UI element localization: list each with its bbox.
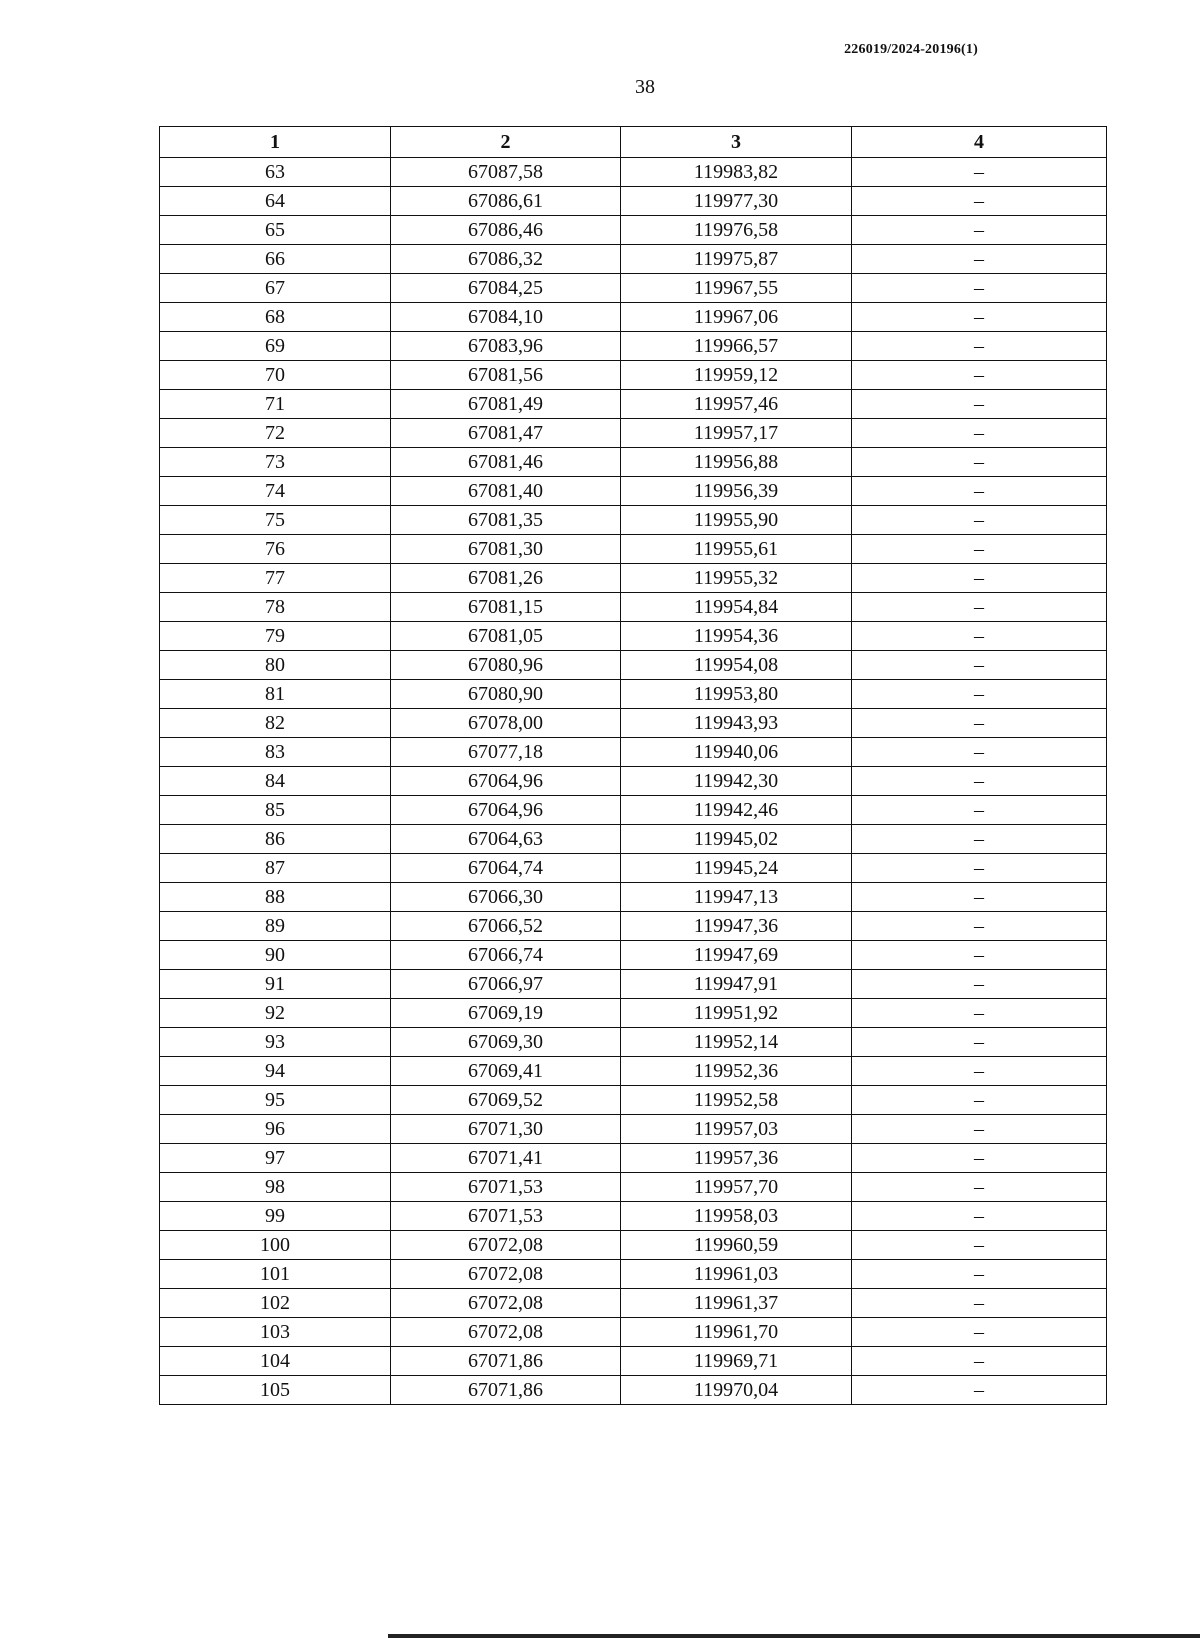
- y-coordinate-cell: 119970,04: [621, 1376, 852, 1405]
- table-row: [160, 970, 1107, 999]
- note-cell: –: [852, 1347, 1107, 1376]
- note-cell: –: [852, 216, 1107, 245]
- table-row: [160, 274, 1107, 303]
- y-coordinate-cell: 119969,71: [621, 1347, 852, 1376]
- y-coordinate-cell: 119952,58: [621, 1086, 852, 1115]
- point-number-cell: 68: [160, 303, 391, 332]
- table-row: [160, 216, 1107, 245]
- x-coordinate-cell: 67077,18: [391, 738, 621, 767]
- note-cell: –: [852, 854, 1107, 883]
- x-coordinate-cell: 67081,30: [391, 535, 621, 564]
- table-row: [160, 564, 1107, 593]
- note-cell: –: [852, 506, 1107, 535]
- note-cell: –: [852, 1202, 1107, 1231]
- note-cell: –: [852, 303, 1107, 332]
- table-row: [160, 912, 1107, 941]
- point-number-cell: 79: [160, 622, 391, 651]
- y-coordinate-cell: 119947,13: [621, 883, 852, 912]
- note-cell: –: [852, 477, 1107, 506]
- table-row: [160, 1202, 1107, 1231]
- x-coordinate-cell: 67084,10: [391, 303, 621, 332]
- note-cell: –: [852, 680, 1107, 709]
- table-row: [160, 506, 1107, 535]
- table-row: [160, 709, 1107, 738]
- point-number-cell: 75: [160, 506, 391, 535]
- point-number-cell: 67: [160, 274, 391, 303]
- table-row: [160, 1028, 1107, 1057]
- table-row: [160, 622, 1107, 651]
- point-number-cell: 86: [160, 825, 391, 854]
- note-cell: –: [852, 390, 1107, 419]
- note-cell: –: [852, 1376, 1107, 1405]
- y-coordinate-cell: 119957,03: [621, 1115, 852, 1144]
- point-number-cell: 103: [160, 1318, 391, 1347]
- coordinates-table: [159, 126, 1107, 1405]
- note-cell: –: [852, 738, 1107, 767]
- x-coordinate-cell: 67084,25: [391, 274, 621, 303]
- y-coordinate-cell: 119947,36: [621, 912, 852, 941]
- note-cell: –: [852, 912, 1107, 941]
- y-coordinate-cell: 119961,37: [621, 1289, 852, 1318]
- x-coordinate-cell: 67071,30: [391, 1115, 621, 1144]
- document-id: 226019/2024-20196(1): [844, 42, 978, 57]
- table-row: [160, 1086, 1107, 1115]
- point-number-cell: 98: [160, 1173, 391, 1202]
- note-cell: –: [852, 651, 1107, 680]
- y-coordinate-cell: 119947,69: [621, 941, 852, 970]
- column-header-3: 3: [621, 127, 852, 158]
- point-number-cell: 73: [160, 448, 391, 477]
- x-coordinate-cell: 67081,49: [391, 390, 621, 419]
- x-coordinate-cell: 67069,52: [391, 1086, 621, 1115]
- y-coordinate-cell: 119952,36: [621, 1057, 852, 1086]
- table-row: [160, 883, 1107, 912]
- column-header-2: 2: [391, 127, 621, 158]
- y-coordinate-cell: 119951,92: [621, 999, 852, 1028]
- y-coordinate-cell: 119956,88: [621, 448, 852, 477]
- point-number-cell: 102: [160, 1289, 391, 1318]
- table-row: [160, 1318, 1107, 1347]
- x-coordinate-cell: 67066,52: [391, 912, 621, 941]
- table-row: [160, 419, 1107, 448]
- point-number-cell: 92: [160, 999, 391, 1028]
- point-number-cell: 65: [160, 216, 391, 245]
- x-coordinate-cell: 67081,35: [391, 506, 621, 535]
- table-row: [160, 390, 1107, 419]
- y-coordinate-cell: 119967,55: [621, 274, 852, 303]
- table-row: [160, 303, 1107, 332]
- note-cell: –: [852, 941, 1107, 970]
- point-number-cell: 69: [160, 332, 391, 361]
- y-coordinate-cell: 119957,36: [621, 1144, 852, 1173]
- table-row: [160, 477, 1107, 506]
- x-coordinate-cell: 67066,30: [391, 883, 621, 912]
- point-number-cell: 91: [160, 970, 391, 999]
- note-cell: –: [852, 1173, 1107, 1202]
- x-coordinate-cell: 67081,47: [391, 419, 621, 448]
- x-coordinate-cell: 67081,26: [391, 564, 621, 593]
- table-row: [160, 1289, 1107, 1318]
- x-coordinate-cell: 67064,96: [391, 767, 621, 796]
- table-row: [160, 825, 1107, 854]
- x-coordinate-cell: 67072,08: [391, 1289, 621, 1318]
- table-row: [160, 361, 1107, 390]
- note-cell: –: [852, 1289, 1107, 1318]
- x-coordinate-cell: 67083,96: [391, 332, 621, 361]
- point-number-cell: 96: [160, 1115, 391, 1144]
- y-coordinate-cell: 119952,14: [621, 1028, 852, 1057]
- note-cell: –: [852, 274, 1107, 303]
- table-header: [160, 127, 1107, 158]
- y-coordinate-cell: 119955,61: [621, 535, 852, 564]
- point-number-cell: 82: [160, 709, 391, 738]
- x-coordinate-cell: 67086,46: [391, 216, 621, 245]
- table-body: [160, 158, 1107, 1405]
- note-cell: –: [852, 883, 1107, 912]
- y-coordinate-cell: 119953,80: [621, 680, 852, 709]
- y-coordinate-cell: 119958,03: [621, 1202, 852, 1231]
- table-row: [160, 1376, 1107, 1405]
- x-coordinate-cell: 67081,40: [391, 477, 621, 506]
- y-coordinate-cell: 119942,30: [621, 767, 852, 796]
- point-number-cell: 84: [160, 767, 391, 796]
- point-number-cell: 93: [160, 1028, 391, 1057]
- point-number-cell: 87: [160, 854, 391, 883]
- y-coordinate-cell: 119983,82: [621, 158, 852, 187]
- y-coordinate-cell: 119957,17: [621, 419, 852, 448]
- table-row: [160, 448, 1107, 477]
- point-number-cell: 85: [160, 796, 391, 825]
- x-coordinate-cell: 67081,56: [391, 361, 621, 390]
- y-coordinate-cell: 119942,46: [621, 796, 852, 825]
- y-coordinate-cell: 119977,30: [621, 187, 852, 216]
- x-coordinate-cell: 67069,41: [391, 1057, 621, 1086]
- x-coordinate-cell: 67071,86: [391, 1376, 621, 1405]
- note-cell: –: [852, 970, 1107, 999]
- note-cell: –: [852, 1144, 1107, 1173]
- y-coordinate-cell: 119967,06: [621, 303, 852, 332]
- column-header-1: 1: [160, 127, 391, 158]
- note-cell: –: [852, 245, 1107, 274]
- x-coordinate-cell: 67071,86: [391, 1347, 621, 1376]
- point-number-cell: 71: [160, 390, 391, 419]
- x-coordinate-cell: 67066,74: [391, 941, 621, 970]
- x-coordinate-cell: 67086,32: [391, 245, 621, 274]
- note-cell: –: [852, 1318, 1107, 1347]
- note-cell: –: [852, 796, 1107, 825]
- note-cell: –: [852, 1115, 1107, 1144]
- table-row: [160, 796, 1107, 825]
- note-cell: –: [852, 1086, 1107, 1115]
- point-number-cell: 70: [160, 361, 391, 390]
- y-coordinate-cell: 119955,90: [621, 506, 852, 535]
- x-coordinate-cell: 67069,30: [391, 1028, 621, 1057]
- point-number-cell: 76: [160, 535, 391, 564]
- table-row: [160, 1144, 1107, 1173]
- point-number-cell: 105: [160, 1376, 391, 1405]
- table-row: [160, 187, 1107, 216]
- y-coordinate-cell: 119954,84: [621, 593, 852, 622]
- note-cell: –: [852, 419, 1107, 448]
- note-cell: –: [852, 1028, 1107, 1057]
- note-cell: –: [852, 1057, 1107, 1086]
- header-row: [160, 127, 1107, 158]
- point-number-cell: 81: [160, 680, 391, 709]
- x-coordinate-cell: 67072,08: [391, 1231, 621, 1260]
- y-coordinate-cell: 119959,12: [621, 361, 852, 390]
- y-coordinate-cell: 119957,70: [621, 1173, 852, 1202]
- note-cell: –: [852, 1260, 1107, 1289]
- y-coordinate-cell: 119954,08: [621, 651, 852, 680]
- note-cell: –: [852, 158, 1107, 187]
- table-row: [160, 1347, 1107, 1376]
- note-cell: –: [852, 709, 1107, 738]
- y-coordinate-cell: 119960,59: [621, 1231, 852, 1260]
- table-row: [160, 332, 1107, 361]
- table-row: [160, 1231, 1107, 1260]
- x-coordinate-cell: 67080,90: [391, 680, 621, 709]
- note-cell: –: [852, 332, 1107, 361]
- x-coordinate-cell: 67086,61: [391, 187, 621, 216]
- x-coordinate-cell: 67071,41: [391, 1144, 621, 1173]
- y-coordinate-cell: 119976,58: [621, 216, 852, 245]
- note-cell: –: [852, 767, 1107, 796]
- table-row: [160, 1173, 1107, 1202]
- point-number-cell: 97: [160, 1144, 391, 1173]
- x-coordinate-cell: 67064,96: [391, 796, 621, 825]
- note-cell: –: [852, 187, 1107, 216]
- table-row: [160, 1115, 1107, 1144]
- y-coordinate-cell: 119956,39: [621, 477, 852, 506]
- table-row: [160, 767, 1107, 796]
- note-cell: –: [852, 593, 1107, 622]
- table-row: [160, 999, 1107, 1028]
- note-cell: –: [852, 622, 1107, 651]
- point-number-cell: 95: [160, 1086, 391, 1115]
- y-coordinate-cell: 119957,46: [621, 390, 852, 419]
- page-number: 38: [635, 76, 655, 98]
- point-number-cell: 88: [160, 883, 391, 912]
- y-coordinate-cell: 119955,32: [621, 564, 852, 593]
- y-coordinate-cell: 119943,93: [621, 709, 852, 738]
- y-coordinate-cell: 119940,06: [621, 738, 852, 767]
- table-row: [160, 941, 1107, 970]
- table-row: [160, 738, 1107, 767]
- point-number-cell: 63: [160, 158, 391, 187]
- y-coordinate-cell: 119966,57: [621, 332, 852, 361]
- table-row: [160, 245, 1107, 274]
- note-cell: –: [852, 535, 1107, 564]
- point-number-cell: 89: [160, 912, 391, 941]
- y-coordinate-cell: 119945,02: [621, 825, 852, 854]
- point-number-cell: 64: [160, 187, 391, 216]
- point-number-cell: 90: [160, 941, 391, 970]
- y-coordinate-cell: 119947,91: [621, 970, 852, 999]
- note-cell: –: [852, 999, 1107, 1028]
- point-number-cell: 104: [160, 1347, 391, 1376]
- table-row: [160, 158, 1107, 187]
- x-coordinate-cell: 67080,96: [391, 651, 621, 680]
- point-number-cell: 83: [160, 738, 391, 767]
- note-cell: –: [852, 448, 1107, 477]
- point-number-cell: 66: [160, 245, 391, 274]
- x-coordinate-cell: 67078,00: [391, 709, 621, 738]
- x-coordinate-cell: 67064,63: [391, 825, 621, 854]
- table-row: [160, 1057, 1107, 1086]
- point-number-cell: 94: [160, 1057, 391, 1086]
- point-number-cell: 72: [160, 419, 391, 448]
- note-cell: –: [852, 1231, 1107, 1260]
- point-number-cell: 80: [160, 651, 391, 680]
- table-row: [160, 680, 1107, 709]
- point-number-cell: 99: [160, 1202, 391, 1231]
- y-coordinate-cell: 119961,70: [621, 1318, 852, 1347]
- x-coordinate-cell: 67066,97: [391, 970, 621, 999]
- y-coordinate-cell: 119975,87: [621, 245, 852, 274]
- note-cell: –: [852, 825, 1107, 854]
- point-number-cell: 78: [160, 593, 391, 622]
- bottom-edge-rule: [388, 1634, 1200, 1638]
- x-coordinate-cell: 67087,58: [391, 158, 621, 187]
- x-coordinate-cell: 67071,53: [391, 1173, 621, 1202]
- point-number-cell: 101: [160, 1260, 391, 1289]
- x-coordinate-cell: 67064,74: [391, 854, 621, 883]
- x-coordinate-cell: 67072,08: [391, 1318, 621, 1347]
- point-number-cell: 74: [160, 477, 391, 506]
- x-coordinate-cell: 67072,08: [391, 1260, 621, 1289]
- point-number-cell: 77: [160, 564, 391, 593]
- table-row: [160, 593, 1107, 622]
- table-row: [160, 854, 1107, 883]
- x-coordinate-cell: 67081,46: [391, 448, 621, 477]
- note-cell: –: [852, 361, 1107, 390]
- table-row: [160, 1260, 1107, 1289]
- table-row: [160, 535, 1107, 564]
- y-coordinate-cell: 119954,36: [621, 622, 852, 651]
- column-header-4: 4: [852, 127, 1107, 158]
- y-coordinate-cell: 119961,03: [621, 1260, 852, 1289]
- x-coordinate-cell: 67081,05: [391, 622, 621, 651]
- x-coordinate-cell: 67069,19: [391, 999, 621, 1028]
- x-coordinate-cell: 67071,53: [391, 1202, 621, 1231]
- y-coordinate-cell: 119945,24: [621, 854, 852, 883]
- table-row: [160, 651, 1107, 680]
- note-cell: –: [852, 564, 1107, 593]
- x-coordinate-cell: 67081,15: [391, 593, 621, 622]
- point-number-cell: 100: [160, 1231, 391, 1260]
